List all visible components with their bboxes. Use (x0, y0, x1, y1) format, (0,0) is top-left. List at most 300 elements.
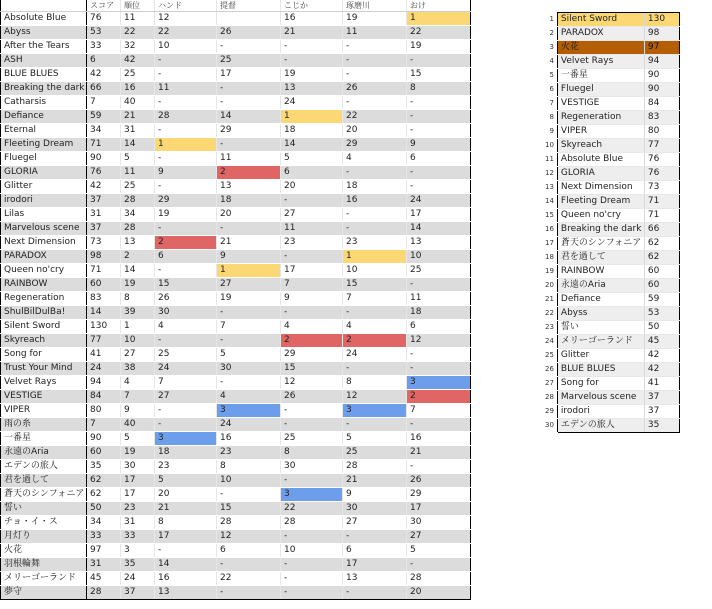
ranking-song-name[interactable]: 君を過して (557, 251, 644, 265)
ranking-score[interactable]: 76 (644, 167, 679, 181)
cell-takumagawa[interactable]: 22 (343, 110, 407, 124)
ranking-position[interactable]: 13 (542, 181, 557, 195)
ranking-song-name[interactable]: 永遠のAria (557, 279, 644, 293)
cell-rank[interactable]: 19 (121, 278, 155, 292)
cell-kojika[interactable]: 22 (281, 502, 343, 516)
cell-oke[interactable]: 19 (407, 40, 471, 54)
cell-score[interactable]: 41 (87, 348, 121, 362)
cell-takumagawa[interactable]: 27 (343, 516, 407, 530)
ranking-score[interactable]: 98 (644, 27, 679, 41)
cell-score[interactable]: 77 (87, 334, 121, 348)
cell-teitoku[interactable]: 1 (217, 264, 281, 278)
cell-score[interactable]: 94 (87, 376, 121, 390)
cell-hand[interactable]: - (155, 152, 217, 166)
cell-oke[interactable]: 6 (407, 152, 471, 166)
cell-kojika[interactable]: 6 (281, 166, 343, 180)
cell-hand[interactable]: - (155, 418, 217, 432)
cell-rank[interactable]: 14 (121, 264, 155, 278)
ranking-song-name[interactable]: エデンの旅人 (557, 419, 644, 433)
cell-teitoku[interactable]: 6 (217, 544, 281, 558)
cell-teitoku[interactable]: - (217, 222, 281, 236)
cell-oke[interactable]: 10 (407, 250, 471, 264)
cell-score[interactable]: 45 (87, 572, 121, 586)
cell-score[interactable]: 31 (87, 558, 121, 572)
ranking-position[interactable]: 25 (542, 349, 557, 363)
cell-hand[interactable]: - (155, 68, 217, 82)
cell-teitoku[interactable]: 4 (217, 390, 281, 404)
cell-oke[interactable]: 8 (407, 82, 471, 96)
cell-teitoku[interactable]: 21 (217, 236, 281, 250)
ranking-score[interactable]: 45 (644, 335, 679, 349)
cell-rank[interactable]: 27 (121, 348, 155, 362)
cell-score[interactable]: 33 (87, 40, 121, 54)
cell-rank[interactable]: 30 (121, 460, 155, 474)
cell-song-name[interactable]: VIPER (1, 404, 87, 418)
cell-hand[interactable]: 28 (155, 110, 217, 124)
cell-oke[interactable]: 14 (407, 222, 471, 236)
cell-song-name[interactable]: Glitter (1, 180, 87, 194)
ranking-score[interactable]: 97 (644, 41, 679, 55)
cell-oke[interactable]: 1 (407, 12, 471, 26)
cell-teitoku[interactable]: - (217, 138, 281, 152)
cell-takumagawa[interactable]: 19 (343, 12, 407, 26)
cell-oke[interactable]: 29 (407, 488, 471, 502)
ranking-song-name[interactable]: BLUE BLUES (557, 363, 644, 377)
header-takumagawa[interactable]: 琢磨川 (343, 0, 407, 12)
ranking-song-name[interactable]: irodori (557, 405, 644, 419)
cell-kojika[interactable]: - (281, 572, 343, 586)
cell-song-name[interactable]: After the Tears (1, 40, 87, 54)
cell-rank[interactable]: 23 (121, 502, 155, 516)
cell-rank[interactable]: 16 (121, 82, 155, 96)
cell-teitoku[interactable]: 3 (217, 404, 281, 418)
ranking-score[interactable]: 130 (644, 13, 679, 27)
cell-oke[interactable]: 17 (407, 502, 471, 516)
ranking-position[interactable]: 20 (542, 279, 557, 293)
cell-takumagawa[interactable]: 11 (343, 26, 407, 40)
cell-song-name[interactable]: エデンの旅人 (1, 460, 87, 474)
cell-score[interactable]: 33 (87, 530, 121, 544)
cell-rank[interactable]: 2 (121, 250, 155, 264)
cell-song-name[interactable]: irodori (1, 194, 87, 208)
ranking-song-name[interactable]: Absolute Blue (557, 153, 644, 167)
cell-rank[interactable]: 13 (121, 236, 155, 250)
cell-hand[interactable]: 9 (155, 166, 217, 180)
header-rank[interactable]: 順位 (121, 0, 155, 12)
cell-takumagawa[interactable]: 20 (343, 124, 407, 138)
cell-teitoku[interactable]: 7 (217, 320, 281, 334)
ranking-position[interactable]: 18 (542, 251, 557, 265)
ranking-song-name[interactable]: Abyss (557, 307, 644, 321)
cell-teitoku[interactable]: - (217, 306, 281, 320)
cell-song-name[interactable]: Eternal (1, 124, 87, 138)
cell-hand[interactable]: 4 (155, 320, 217, 334)
cell-oke[interactable]: 2 (407, 390, 471, 404)
cell-kojika[interactable]: 7 (281, 278, 343, 292)
ranking-score[interactable]: 41 (644, 377, 679, 391)
cell-kojika[interactable]: 8 (281, 446, 343, 460)
ranking-song-name[interactable]: Velvet Rays (557, 55, 644, 69)
cell-song-name[interactable]: Silent Sword (1, 320, 87, 334)
ranking-song-name[interactable]: 誓い (557, 321, 644, 335)
cell-takumagawa[interactable]: 3 (343, 404, 407, 418)
cell-kojika[interactable]: 17 (281, 264, 343, 278)
cell-takumagawa[interactable]: - (343, 96, 407, 110)
cell-teitoku[interactable]: - (217, 376, 281, 390)
cell-rank[interactable]: 22 (121, 26, 155, 40)
cell-takumagawa[interactable]: 9 (343, 488, 407, 502)
cell-song-name[interactable]: Abyss (1, 26, 87, 40)
header-oke[interactable]: おけ (407, 0, 471, 12)
cell-hand[interactable]: 30 (155, 306, 217, 320)
cell-rank[interactable]: 17 (121, 474, 155, 488)
cell-oke[interactable]: 20 (407, 586, 471, 600)
ranking-song-name[interactable]: 火花 (557, 41, 644, 55)
cell-teitoku[interactable]: 22 (217, 572, 281, 586)
cell-teitoku[interactable]: - (217, 96, 281, 110)
cell-takumagawa[interactable]: 18 (343, 180, 407, 194)
header-hand[interactable]: ハンド (155, 0, 217, 12)
ranking-song-name[interactable]: Fleeting Dream (557, 195, 644, 209)
cell-kojika[interactable]: 13 (281, 82, 343, 96)
cell-kojika[interactable]: - (281, 54, 343, 68)
cell-hand[interactable]: - (155, 334, 217, 348)
cell-kojika[interactable]: 3 (281, 488, 343, 502)
cell-kojika[interactable]: 4 (281, 320, 343, 334)
ranking-position[interactable]: 4 (542, 55, 557, 69)
cell-takumagawa[interactable]: - (343, 166, 407, 180)
cell-rank[interactable]: 10 (121, 334, 155, 348)
ranking-score[interactable]: 42 (644, 363, 679, 377)
ranking-position[interactable]: 15 (542, 209, 557, 223)
ranking-position[interactable]: 2 (542, 27, 557, 41)
cell-rank[interactable]: 1 (121, 320, 155, 334)
ranking-score[interactable]: 60 (644, 265, 679, 279)
cell-teitoku[interactable]: 9 (217, 250, 281, 264)
ranking-score[interactable]: 90 (644, 83, 679, 97)
ranking-song-name[interactable]: Skyreach (557, 139, 644, 153)
cell-rank[interactable]: 21 (121, 110, 155, 124)
cell-oke[interactable]: 28 (407, 572, 471, 586)
cell-takumagawa[interactable]: 21 (343, 474, 407, 488)
cell-oke[interactable]: 25 (407, 264, 471, 278)
cell-song-name[interactable]: Queen no'cry (1, 264, 87, 278)
ranking-position[interactable]: 26 (542, 363, 557, 377)
cell-song-name[interactable]: 一番星 (1, 432, 87, 446)
cell-takumagawa[interactable]: 7 (343, 292, 407, 306)
cell-score[interactable]: 28 (87, 586, 121, 600)
cell-takumagawa[interactable]: 25 (343, 446, 407, 460)
ranking-score[interactable]: 37 (644, 405, 679, 419)
ranking-position[interactable]: 11 (542, 153, 557, 167)
cell-takumagawa[interactable]: - (343, 530, 407, 544)
cell-song-name[interactable]: Absolute Blue (1, 12, 87, 26)
cell-teitoku[interactable] (217, 12, 281, 26)
cell-song-name[interactable]: Velvet Rays (1, 376, 87, 390)
cell-takumagawa[interactable]: - (343, 68, 407, 82)
cell-takumagawa[interactable]: 8 (343, 376, 407, 390)
cell-song-name[interactable]: メリーゴーランド (1, 572, 87, 586)
cell-oke[interactable]: 15 (407, 68, 471, 82)
cell-song-name[interactable]: Breaking the dark (1, 82, 87, 96)
cell-oke[interactable]: 11 (407, 292, 471, 306)
cell-song-name[interactable]: 羽根輪舞 (1, 558, 87, 572)
cell-kojika[interactable]: - (281, 558, 343, 572)
ranking-song-name[interactable]: Queen no'cry (557, 209, 644, 223)
ranking-position[interactable]: 29 (542, 405, 557, 419)
cell-rank[interactable]: 9 (121, 404, 155, 418)
cell-rank[interactable]: 28 (121, 194, 155, 208)
cell-teitoku[interactable]: - (217, 558, 281, 572)
cell-hand[interactable]: 5 (155, 474, 217, 488)
cell-hand[interactable]: 2 (155, 236, 217, 250)
cell-rank[interactable]: 8 (121, 292, 155, 306)
ranking-score[interactable]: 50 (644, 321, 679, 335)
cell-song-name[interactable]: 火花 (1, 544, 87, 558)
cell-score[interactable]: 59 (87, 110, 121, 124)
cell-oke[interactable]: 26 (407, 474, 471, 488)
cell-oke[interactable]: 24 (407, 194, 471, 208)
cell-kojika[interactable]: - (281, 530, 343, 544)
cell-score[interactable]: 90 (87, 152, 121, 166)
cell-takumagawa[interactable]: 15 (343, 278, 407, 292)
cell-hand[interactable]: 11 (155, 82, 217, 96)
ranking-song-name[interactable]: VESTIGE (557, 97, 644, 111)
ranking-score[interactable]: 60 (644, 279, 679, 293)
cell-oke[interactable]: - (407, 460, 471, 474)
cell-oke[interactable]: 27 (407, 530, 471, 544)
ranking-score[interactable]: 83 (644, 111, 679, 125)
ranking-position[interactable]: 3 (542, 41, 557, 55)
cell-hand[interactable]: 19 (155, 208, 217, 222)
cell-score[interactable]: 34 (87, 516, 121, 530)
cell-song-name[interactable]: Marvelous scene (1, 222, 87, 236)
ranking-score[interactable]: 66 (644, 223, 679, 237)
cell-kojika[interactable]: 1 (281, 110, 343, 124)
cell-hand[interactable]: - (155, 544, 217, 558)
cell-hand[interactable]: 22 (155, 26, 217, 40)
cell-oke[interactable]: 18 (407, 306, 471, 320)
cell-song-name[interactable]: PARADOX (1, 250, 87, 264)
cell-rank[interactable]: 40 (121, 418, 155, 432)
cell-teitoku[interactable]: 5 (217, 348, 281, 362)
ranking-position[interactable]: 14 (542, 195, 557, 209)
ranking-position[interactable]: 27 (542, 377, 557, 391)
cell-teitoku[interactable]: - (217, 488, 281, 502)
ranking-score[interactable]: 76 (644, 153, 679, 167)
cell-hand[interactable]: 1 (155, 138, 217, 152)
cell-oke[interactable]: - (407, 124, 471, 138)
cell-kojika[interactable]: 14 (281, 138, 343, 152)
cell-score[interactable]: 53 (87, 26, 121, 40)
cell-oke[interactable]: - (407, 166, 471, 180)
cell-teitoku[interactable]: 12 (217, 530, 281, 544)
cell-kojika[interactable]: - (281, 194, 343, 208)
cell-oke[interactable]: - (407, 180, 471, 194)
ranking-position[interactable]: 24 (542, 335, 557, 349)
cell-takumagawa[interactable]: 24 (343, 348, 407, 362)
cell-kojika[interactable]: - (281, 306, 343, 320)
cell-teitoku[interactable]: 2 (217, 166, 281, 180)
cell-song-name[interactable]: Regeneration (1, 292, 87, 306)
cell-score[interactable]: 76 (87, 166, 121, 180)
cell-rank[interactable]: 31 (121, 124, 155, 138)
ranking-song-name[interactable]: Fluegel (557, 83, 644, 97)
cell-kojika[interactable]: 21 (281, 26, 343, 40)
cell-oke[interactable]: 22 (407, 26, 471, 40)
cell-takumagawa[interactable]: - (343, 208, 407, 222)
cell-score[interactable]: 7 (87, 96, 121, 110)
cell-takumagawa[interactable]: 30 (343, 502, 407, 516)
ranking-score[interactable]: 80 (644, 125, 679, 139)
cell-rank[interactable]: 25 (121, 180, 155, 194)
cell-teitoku[interactable]: 19 (217, 292, 281, 306)
cell-hand[interactable]: 29 (155, 194, 217, 208)
cell-teitoku[interactable]: 8 (217, 460, 281, 474)
cell-hand[interactable]: 25 (155, 348, 217, 362)
cell-takumagawa[interactable]: 6 (343, 544, 407, 558)
cell-oke[interactable]: - (407, 278, 471, 292)
cell-song-name[interactable]: 月灯り (1, 530, 87, 544)
cell-score[interactable]: 62 (87, 488, 121, 502)
cell-oke[interactable]: 3 (407, 376, 471, 390)
cell-oke[interactable]: 30 (407, 516, 471, 530)
cell-takumagawa[interactable]: 28 (343, 460, 407, 474)
cell-score[interactable]: 90 (87, 432, 121, 446)
cell-rank[interactable]: 5 (121, 152, 155, 166)
ranking-song-name[interactable]: 一番星 (557, 69, 644, 83)
cell-kojika[interactable]: 25 (281, 432, 343, 446)
cell-rank[interactable]: 11 (121, 12, 155, 26)
cell-kojika[interactable]: - (281, 474, 343, 488)
cell-teitoku[interactable]: 14 (217, 110, 281, 124)
cell-oke[interactable]: - (407, 348, 471, 362)
cell-score[interactable]: 7 (87, 418, 121, 432)
cell-song-name[interactable]: チョ・イ・ス (1, 516, 87, 530)
cell-score[interactable]: 98 (87, 250, 121, 264)
ranking-score[interactable]: 53 (644, 307, 679, 321)
cell-score[interactable]: 73 (87, 236, 121, 250)
cell-hand[interactable]: - (155, 180, 217, 194)
cell-song-name[interactable]: 蒼天のシンフォニア (1, 488, 87, 502)
cell-oke[interactable]: 6 (407, 320, 471, 334)
cell-kojika[interactable]: - (281, 586, 343, 600)
cell-score[interactable]: 71 (87, 138, 121, 152)
cell-teitoku[interactable]: 26 (217, 26, 281, 40)
ranking-song-name[interactable]: Silent Sword (557, 13, 644, 27)
cell-takumagawa[interactable]: - (343, 222, 407, 236)
cell-score[interactable]: 24 (87, 362, 121, 376)
cell-oke[interactable]: 21 (407, 446, 471, 460)
cell-score[interactable]: 62 (87, 474, 121, 488)
cell-hand[interactable]: - (155, 222, 217, 236)
cell-song-name[interactable]: Next Dimension (1, 236, 87, 250)
cell-kojika[interactable]: - (281, 418, 343, 432)
cell-score[interactable]: 80 (87, 404, 121, 418)
cell-hand[interactable]: 23 (155, 460, 217, 474)
cell-song-name[interactable]: VESTIGE (1, 390, 87, 404)
cell-song-name[interactable]: Song for (1, 348, 87, 362)
cell-song-name[interactable]: Fluegel (1, 152, 87, 166)
cell-rank[interactable]: 39 (121, 306, 155, 320)
cell-rank[interactable]: 34 (121, 208, 155, 222)
cell-teitoku[interactable]: 11 (217, 152, 281, 166)
cell-oke[interactable]: - (407, 362, 471, 376)
cell-rank[interactable]: 38 (121, 362, 155, 376)
cell-rank[interactable]: 31 (121, 516, 155, 530)
cell-takumagawa[interactable]: 16 (343, 194, 407, 208)
cell-hand[interactable]: 7 (155, 376, 217, 390)
cell-teitoku[interactable]: 20 (217, 208, 281, 222)
cell-kojika[interactable]: 18 (281, 124, 343, 138)
cell-kojika[interactable]: 24 (281, 96, 343, 110)
cell-score[interactable]: 35 (87, 460, 121, 474)
ranking-position[interactable]: 6 (542, 83, 557, 97)
cell-hand[interactable]: - (155, 404, 217, 418)
cell-score[interactable]: 14 (87, 306, 121, 320)
cell-teitoku[interactable]: 28 (217, 516, 281, 530)
ranking-score[interactable]: 37 (644, 391, 679, 405)
ranking-song-name[interactable]: Marvelous scene (557, 391, 644, 405)
cell-kojika[interactable]: 28 (281, 516, 343, 530)
cell-hand[interactable]: 16 (155, 572, 217, 586)
cell-rank[interactable]: 14 (121, 138, 155, 152)
cell-rank[interactable]: 3 (121, 544, 155, 558)
ranking-position[interactable]: 28 (542, 391, 557, 405)
cell-song-name[interactable]: Lilas (1, 208, 87, 222)
cell-score[interactable]: 130 (87, 320, 121, 334)
ranking-position[interactable]: 21 (542, 293, 557, 307)
cell-hand[interactable]: 13 (155, 586, 217, 600)
ranking-position[interactable]: 12 (542, 167, 557, 181)
cell-rank[interactable]: 5 (121, 432, 155, 446)
ranking-position[interactable]: 22 (542, 307, 557, 321)
cell-teitoku[interactable]: - (217, 82, 281, 96)
ranking-song-name[interactable]: Breaking the dark (557, 223, 644, 237)
cell-oke[interactable]: 9 (407, 138, 471, 152)
cell-takumagawa[interactable]: 29 (343, 138, 407, 152)
cell-oke[interactable]: - (407, 418, 471, 432)
cell-teitoku[interactable]: 24 (217, 418, 281, 432)
cell-oke[interactable]: 12 (407, 334, 471, 348)
ranking-position[interactable]: 19 (542, 265, 557, 279)
cell-hand[interactable]: 12 (155, 12, 217, 26)
cell-oke[interactable]: 16 (407, 432, 471, 446)
cell-teitoku[interactable]: - (217, 40, 281, 54)
cell-teitoku[interactable]: 18 (217, 194, 281, 208)
ranking-position[interactable]: 23 (542, 321, 557, 335)
cell-hand[interactable]: 6 (155, 250, 217, 264)
ranking-song-name[interactable]: GLORIA (557, 167, 644, 181)
cell-kojika[interactable]: 5 (281, 152, 343, 166)
cell-song-name[interactable]: BLUE BLUES (1, 68, 87, 82)
cell-rank[interactable]: 24 (121, 572, 155, 586)
cell-hand[interactable]: 10 (155, 40, 217, 54)
ranking-score[interactable]: 84 (644, 97, 679, 111)
cell-song-name[interactable]: Trust Your Mind (1, 362, 87, 376)
cell-teitoku[interactable]: 16 (217, 432, 281, 446)
ranking-song-name[interactable]: メリーゴーランド (557, 335, 644, 349)
cell-song-name[interactable]: RAINBOW (1, 278, 87, 292)
cell-takumagawa[interactable]: - (343, 418, 407, 432)
cell-kojika[interactable]: 30 (281, 460, 343, 474)
cell-teitoku[interactable]: 15 (217, 502, 281, 516)
cell-hand[interactable]: 26 (155, 292, 217, 306)
cell-song-name[interactable]: 永遠のAria (1, 446, 87, 460)
cell-takumagawa[interactable]: - (343, 586, 407, 600)
header-score[interactable]: スコア (87, 0, 121, 12)
cell-rank[interactable]: 7 (121, 390, 155, 404)
